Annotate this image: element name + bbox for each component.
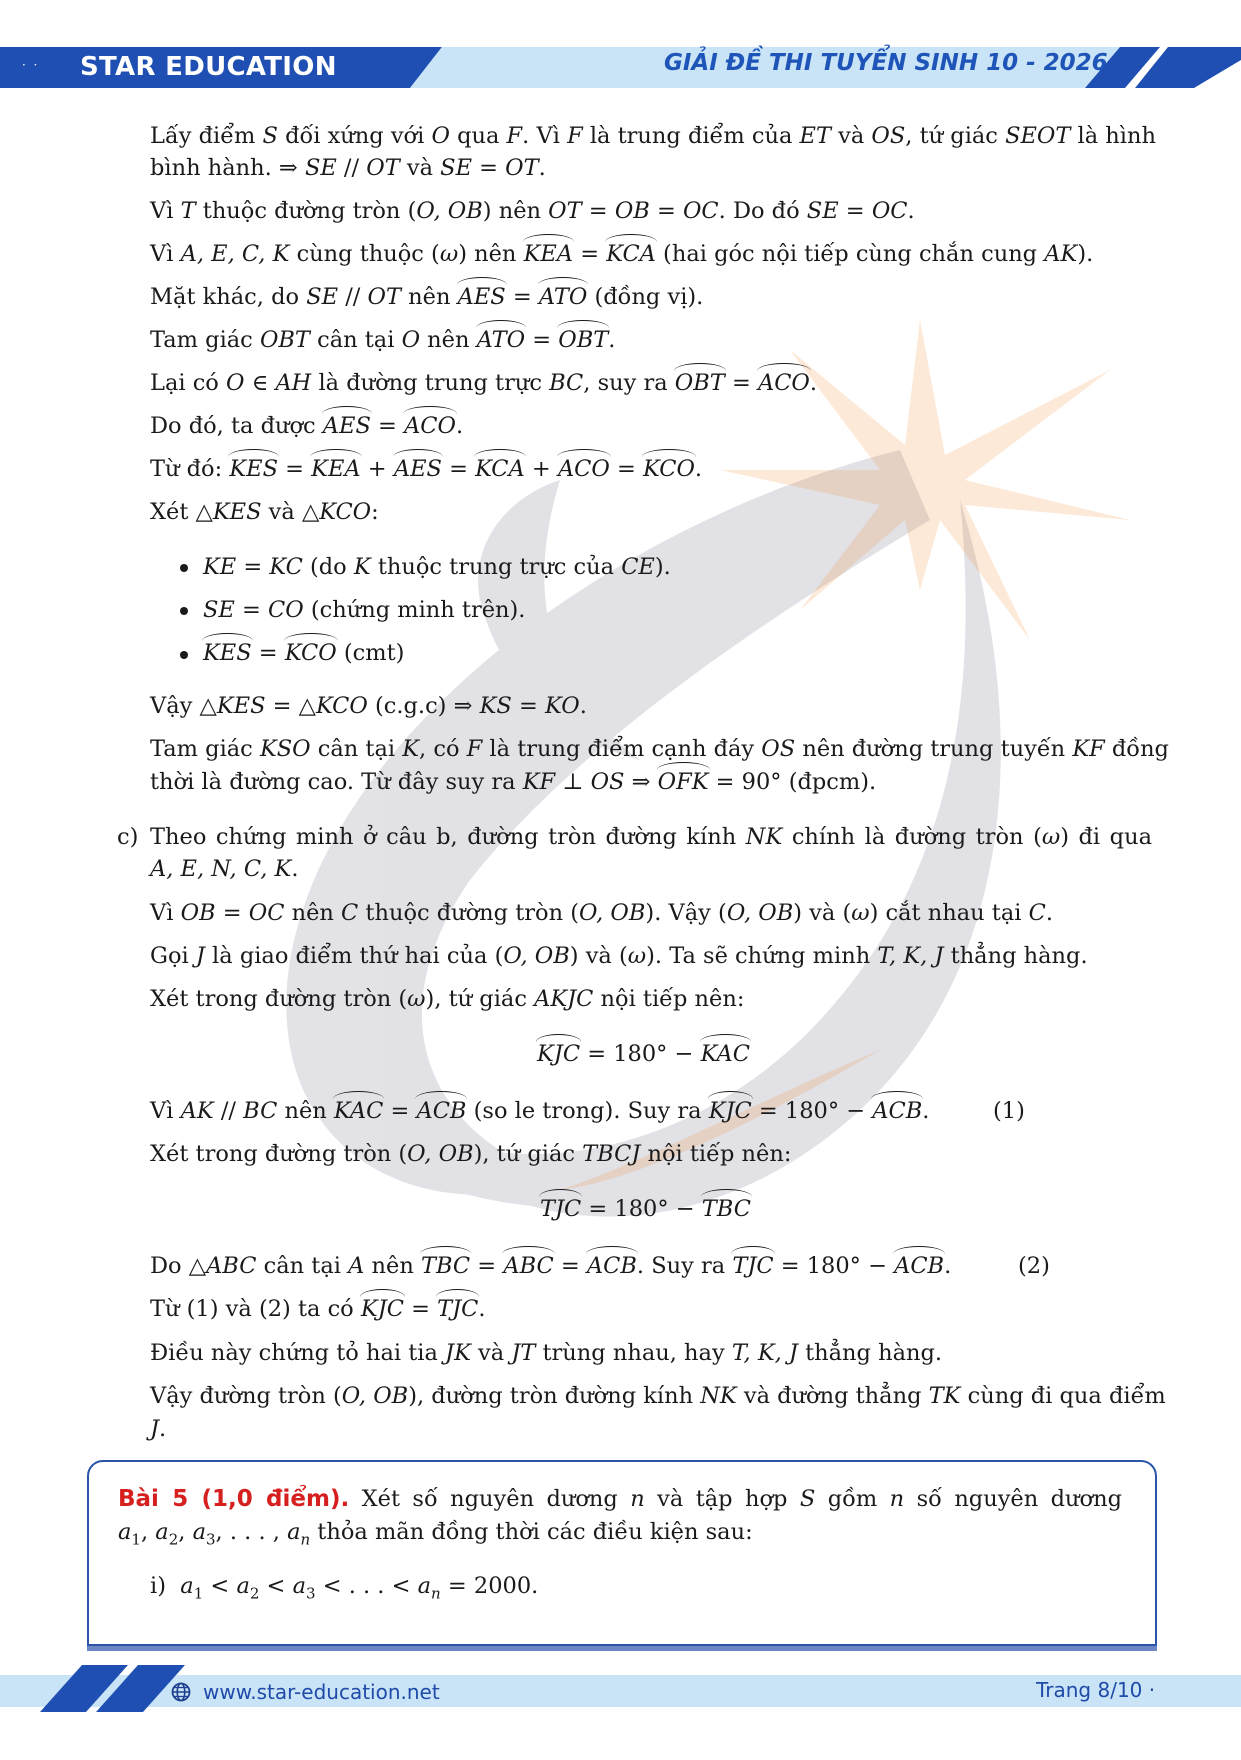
text-line: Vậy △KES = △KCO (c.g.c) ⇒ KS = KO. <box>150 693 587 719</box>
page-footer <box>0 1660 1241 1760</box>
text-line: Xét trong đường tròn (O, OB), tứ giác TBCJ nội tiếp nên: <box>150 1141 792 1167</box>
text-line: Tam giác KSO cân tại K, có F là trung điểm cạnh đáy OS nên đường trung tuyến KF đồng <box>150 736 1169 762</box>
text-line: Do △ABC cân tại A nên TBC = ABC = ACB. Suy ra TJC = 180° − ACB. <box>150 1250 951 1282</box>
text-line: J. <box>150 1416 167 1442</box>
text-line: Lấy điểm S đối xứng với O qua F. Vì F là trung điểm của ET và OS, tứ giác SEOT là hình <box>150 123 1156 149</box>
exam-title: GIẢI ĐỀ THI TUYỂN SINH 10 - 2026 <box>664 50 1108 76</box>
brand-name: STAR EDUCATION <box>80 52 337 82</box>
bullet <box>180 564 188 572</box>
list-item: KES = KCO (cmt) <box>203 637 404 669</box>
text-line: Mặt khác, do SE // OT nên AES = ATO (đồng vị). <box>150 281 703 313</box>
text-line: Vì OB = OC nên C thuộc đường tròn (O, OB). Vậy (O, OB) và (ω) cắt nhau tại C. <box>150 900 1053 926</box>
text-line: Tam giác OBT cân tại O nên ATO = OBT. <box>150 324 615 356</box>
list-item: SE = CO (chứng minh trên). <box>203 597 526 623</box>
text-line: bình hành. ⇒ SE // OT và SE = OT. <box>150 155 546 181</box>
display-equation: TJC = 180° − TBC <box>540 1193 751 1225</box>
bullet <box>180 651 188 659</box>
text-line: Gọi J là giao điểm thứ hai của (O, OB) và (ω). Ta sẽ chứng minh T, K, J thẳng hàng. <box>150 943 1088 969</box>
footer-bar <box>0 1660 1241 1750</box>
text-line: Điều này chứng tỏ hai tia JK và JT trùng nhau, hay T, K, J thẳng hàng. <box>150 1340 943 1366</box>
page-header <box>0 0 1241 100</box>
item-label-c: c) <box>117 824 139 850</box>
list-item: KE = KC (do K thuộc trung trực của CE). <box>203 554 671 580</box>
equation-tag: (1) <box>993 1098 1025 1124</box>
text-line: thời là đường cao. Từ đây suy ra KF ⊥ OS ⇒ OFK = 90° (đpcm). <box>150 766 876 798</box>
text-line: Xét trong đường tròn (ω), tứ giác AKJC nội tiếp nên: <box>150 986 745 1012</box>
problem-statement: $a_1$, $a_2$, $a_3$, . . . , $a_n$ thỏa mãn đồng thời các điều kiện sau: <box>118 1519 753 1549</box>
header-dots: · · <box>22 58 38 72</box>
equation-tag: (2) <box>1018 1253 1050 1279</box>
text-line: Vậy đường tròn (O, OB), đường tròn đường kính NK và đường thẳng TK cùng đi qua điểm <box>150 1383 1166 1409</box>
display-equation: KJC = 180° − KAC <box>537 1038 750 1070</box>
website-link[interactable]: www.star-education.net <box>203 1680 440 1704</box>
text-line: Xét △KES và △KCO: <box>150 499 379 525</box>
text-line: Do đó, ta được AES = ACO. <box>150 410 463 442</box>
page-number: Trang 8/10 · <box>1036 1678 1156 1702</box>
problem-label: Bài 5 (1,0 điểm). <box>118 1486 350 1512</box>
text-line: Từ (1) và (2) ta có KJC = TJC. <box>150 1293 486 1325</box>
text-line: A, E, N, C, K. <box>150 856 299 882</box>
text-line: Vì AK // BC nên KAC = ACB (so le trong). Suy ra KJC = 180° − ACB. <box>150 1095 929 1127</box>
text-line: Từ đó: KES = KEA + AES = KCA + ACO = KCO. <box>150 453 702 485</box>
text-line: Vì T thuộc đường tròn (O, OB) nên OT = OB = OC. Do đó SE = OC. <box>150 198 915 224</box>
condition-item: i) $a_1 < a_2 < a_3$ < . . . < $a_n = 2000$. <box>150 1573 539 1603</box>
globe-icon <box>171 1682 191 1702</box>
text-line: Lại có O ∈ AH là đường trung trực BC, suy ra OBT = ACO. <box>150 367 817 399</box>
text-line: Vì A, E, C, K cùng thuộc (ω) nên KEA = KCA (hai góc nội tiếp cùng chắn cung AK). <box>150 238 1093 270</box>
bullet <box>180 607 188 615</box>
problem-statement: Bài 5 (1,0 điểm). Xét số nguyên dương n và tập hợp S gồm n số nguyên dương <box>118 1486 1122 1512</box>
text-line: Theo chứng minh ở câu b, đường tròn đường kính NK chính là đường tròn (ω) đi qua <box>150 824 1152 850</box>
